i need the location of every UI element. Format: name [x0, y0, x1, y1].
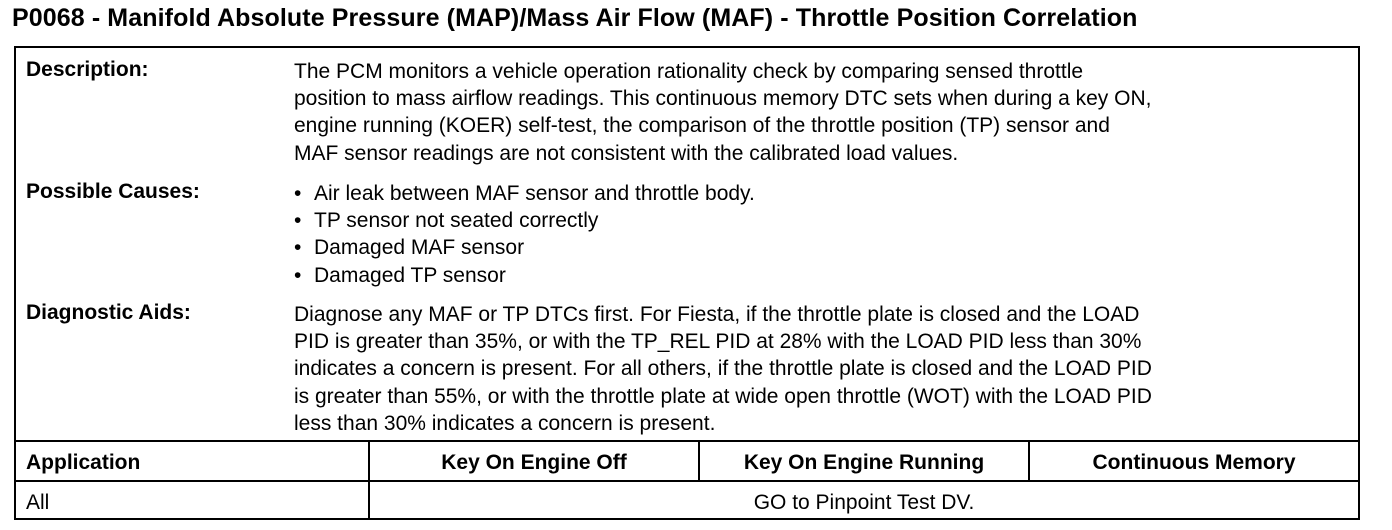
- cause-text: TP sensor not seated correctly: [314, 209, 599, 233]
- list-item: [294, 234, 1354, 261]
- diagnostic-aids-line: Diagnose any MAF or TP DTCs first. For Fiesta, if the throttle plate is closed and the LOAD: [294, 303, 1140, 326]
- description-text: [294, 58, 1354, 167]
- description-line: position to mass airflow readings. This continuous memory DTC sets when during a key ON,: [294, 87, 1152, 111]
- page-title: P0068 - Manifold Absolute Pressure (MAP)/Mass Air Flow (MAF) - Throttle Position Correlation: [12, 4, 1138, 32]
- diagnostic-aids-line: PID is greater than 35%, or with the TP_REL PID at 28% with the LOAD PID less than 30%: [294, 330, 1142, 354]
- description-line: MAF sensor readings are not consistent with the calibrated load values.: [294, 141, 959, 165]
- bullet-icon: •: [294, 263, 302, 287]
- diagnostic-aids-line: is greater than 55%, or with the throttle plate at wide open throttle (WOT) with the LOAD PID: [294, 384, 1152, 408]
- description-line: engine running (KOER) self-test, the comparison of the throttle position (TP) sensor and: [294, 114, 1110, 138]
- diagnostic-aids-text: [294, 301, 1354, 437]
- diagnostic-aids-label: Diagnostic Aids:: [26, 301, 191, 324]
- list-item: [294, 207, 1354, 234]
- bullet-icon: •: [294, 236, 302, 260]
- application-value: All: [26, 491, 50, 514]
- description-label: Description:: [26, 58, 149, 81]
- bullet-icon: •: [294, 182, 302, 205]
- header-continuous-memory: Continuous Memory: [1092, 451, 1296, 474]
- diagnostic-aids-line: less than 30% indicates a concern is present.: [294, 411, 716, 435]
- bullet-icon: •: [294, 209, 302, 233]
- possible-causes-list: [294, 180, 1354, 289]
- dtc-info-table: [14, 46, 1360, 520]
- cause-text: Air leak between MAF sensor and throttle body.: [314, 182, 755, 205]
- possible-causes-label: Possible Causes:: [26, 180, 200, 203]
- cause-text: Damaged MAF sensor: [314, 236, 525, 260]
- header-key-on-engine-running: Key On Engine Running: [743, 451, 985, 474]
- description-line: The PCM monitors a vehicle operation rationality check by comparing sensed throttle: [294, 60, 1084, 83]
- table-divider: [16, 480, 1358, 482]
- list-item: [294, 262, 1354, 289]
- header-application: Application: [26, 451, 141, 474]
- diagnostic-aids-line: indicates a concern is present. For all others, if the throttle plate is closed and the LOAD PID: [294, 357, 1152, 381]
- pinpoint-test-action: GO to Pinpoint Test DV.: [753, 491, 975, 514]
- list-item: [294, 180, 1354, 207]
- table-divider: [16, 440, 1358, 442]
- cause-text: Damaged TP sensor: [314, 263, 506, 287]
- header-key-on-engine-off: Key On Engine Off: [441, 451, 627, 474]
